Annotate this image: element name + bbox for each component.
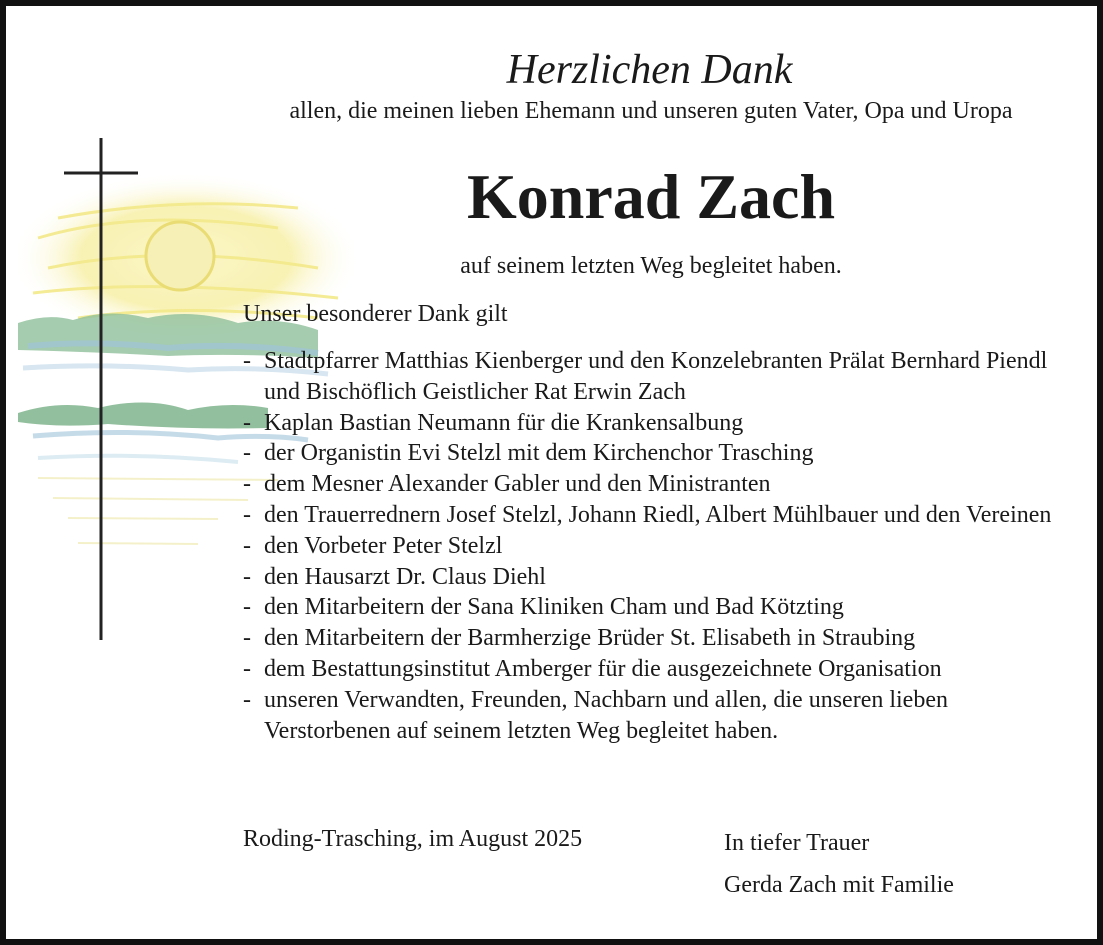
list-bullet: - bbox=[243, 532, 251, 559]
list-item: - der Organistin Evi Stelzl mit dem Kirchenchor Trasching bbox=[243, 438, 1073, 469]
list-bullet: - bbox=[243, 409, 251, 436]
list-bullet: - bbox=[243, 655, 251, 682]
intro-text: allen, die meinen lieben Ehemann und unseren guten Vater, Opa und Uropa bbox=[289, 98, 1013, 124]
thanks-list bbox=[243, 346, 1073, 746]
list-bullet: - bbox=[243, 501, 251, 528]
list-item: - unseren Verwandten, Freunden, Nachbarn und allen, die unseren lieben Verstorbenen auf seinem letzten Weg begleitet haben. bbox=[243, 686, 948, 744]
signature-block bbox=[724, 828, 954, 912]
list-item: - Kaplan Bastian Neumann für die Krankensalbung bbox=[243, 408, 1073, 439]
list-item: - den Hausarzt Dr. Claus Diehl bbox=[243, 562, 1073, 593]
list-item: - den Mitarbeitern der Sana Kliniken Cham und Bad Kötzting bbox=[243, 592, 1073, 623]
thanks-label: Unser besonderer Dank gilt bbox=[243, 301, 508, 327]
list-item: - den Trauerrednern Josef Stelzl, Johann Riedl, Albert Mühlbauer und den Vereinen bbox=[243, 500, 1073, 531]
list-item: - Stadtpfarrer Matthias Kienberger und den Konzelebranten Prälat Bernhard Piendl und Bischöflich Geistlicher Rat Erwin Zach bbox=[243, 348, 1048, 405]
deceased-name: Konrad Zach bbox=[466, 161, 836, 232]
family-signature: Gerda Zach mit Familie bbox=[724, 872, 954, 898]
list-bullet: - bbox=[243, 625, 251, 652]
closing-text: auf seinem letzten Weg begleitet haben. bbox=[460, 253, 842, 279]
list-bullet: - bbox=[243, 348, 251, 374]
list-bullet: - bbox=[243, 471, 251, 498]
heading: Herzlichen Dank bbox=[506, 47, 793, 93]
list-item: - dem Bestattungsinstitut Amberger für die ausgezeichnete Organisation bbox=[243, 654, 1073, 685]
mourning-line: In tiefer Trauer bbox=[724, 830, 870, 856]
place-date: Roding-Trasching, im August 2025 bbox=[243, 826, 583, 852]
list-bullet: - bbox=[243, 594, 251, 621]
list-item: - den Mitarbeitern der Barmherzige Brüder St. Elisabeth in Straubing bbox=[243, 623, 1073, 654]
list-item: - den Vorbeter Peter Stelzl bbox=[243, 531, 1073, 562]
list-item: - dem Mesner Alexander Gabler und den Ministranten bbox=[243, 469, 1073, 500]
list-bullet: - bbox=[243, 563, 251, 590]
list-bullet: - bbox=[243, 686, 251, 713]
list-bullet: - bbox=[243, 440, 251, 467]
